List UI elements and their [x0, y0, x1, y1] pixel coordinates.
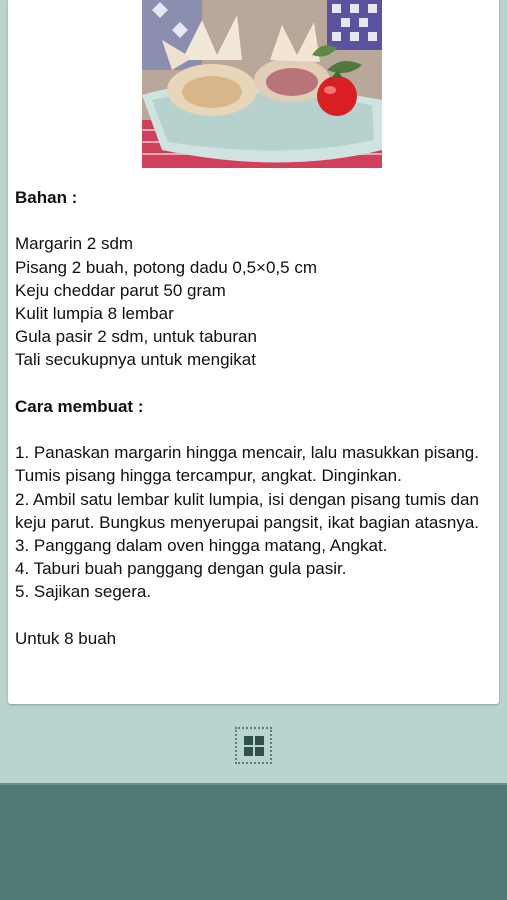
- step-item: 5. Sajikan segera.: [15, 582, 152, 602]
- ingredient-item: Pisang 2 buah, potong dadu 0,5×0,5 cm: [15, 257, 317, 277]
- recipe-yield: Untuk 8 buah: [15, 628, 117, 648]
- ingredient-item: Tali secukupnya untuk mengikat: [15, 350, 256, 370]
- recipe-photo: [142, 0, 382, 168]
- spacer: [15, 418, 491, 441]
- ingredient-item: Keju cheddar parut 50 gram: [15, 280, 226, 300]
- spacer: [15, 372, 491, 395]
- spacer: [15, 209, 491, 232]
- grid-icon: [243, 735, 265, 757]
- ingredient-item: Kulit lumpia 8 lembar: [15, 304, 174, 323]
- steps-heading: Cara membuat :: [15, 396, 144, 416]
- step-item: 3. Panggang dalam oven hingga matang, Angkat.: [15, 536, 388, 555]
- spacer: [15, 604, 491, 627]
- step-item: 1. Panaskan margarin hingga mencair, lalu masukkan pisang. Tumis pisang hingga tercampur, angkat. Dinginkan.: [15, 443, 479, 486]
- recipe-content: [15, 186, 491, 650]
- ingredient-item: Margarin 2 sdm: [15, 234, 134, 254]
- ingredients-heading: Bahan :: [15, 188, 78, 207]
- footer-bar: [0, 785, 507, 900]
- ingredient-item: Gula pasir 2 sdm, untuk taburan: [15, 327, 257, 347]
- step-item: 2. Ambil satu lembar kulit lumpia, isi dengan pisang tumis dan keju parut. Bungkus menyerupai pangsit, ikat bagian atasnya.: [15, 489, 480, 532]
- step-item: 4. Taburi buah panggang dengan gula pasir.: [15, 559, 347, 579]
- grid-menu-button[interactable]: [235, 727, 272, 764]
